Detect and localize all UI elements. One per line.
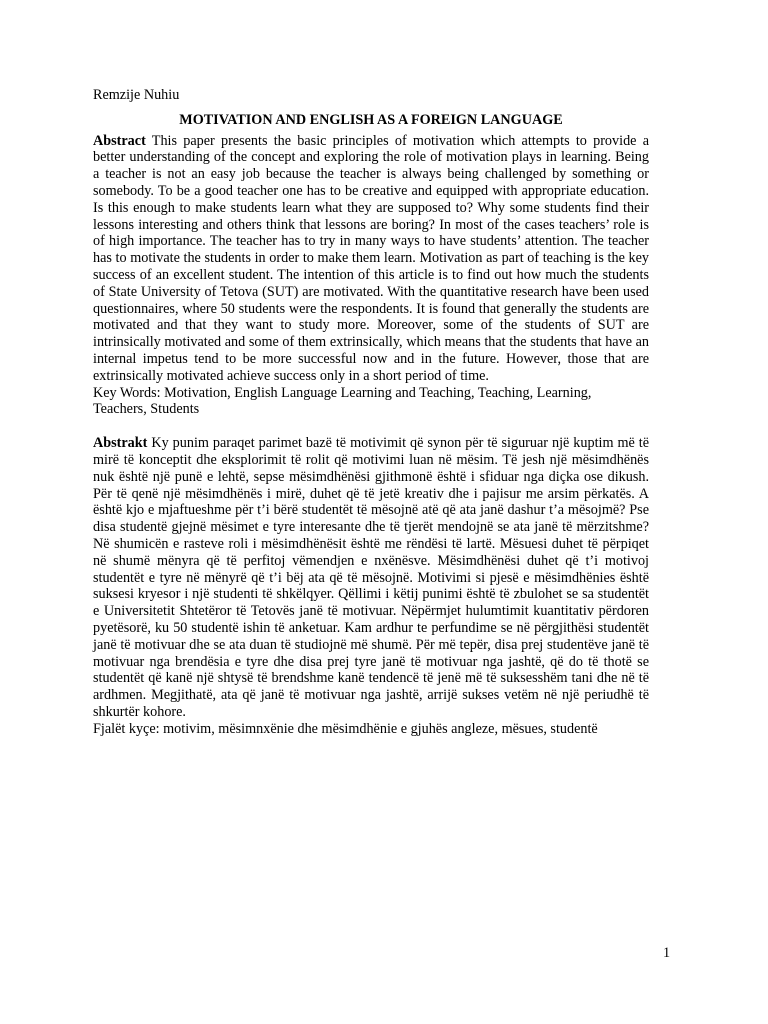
page-content xyxy=(93,87,649,737)
keywords-sq: Fjalët kyçe: motivim, mësimnxënie dhe mësimdhënie e gjuhës angleze, mësues, studentë xyxy=(93,720,598,737)
abstract-sq xyxy=(93,435,649,721)
abstract-sq-label: Abstrakt xyxy=(93,435,148,452)
keywords-en xyxy=(93,385,649,419)
section-gap xyxy=(93,418,649,435)
abstract-en xyxy=(93,133,649,385)
abstract-en-label: Abstract xyxy=(93,132,146,149)
abstract-sq-text: Ky punim paraqet parimet bazë të motivimit që synon për të siguruar një kuptim më të mirë të konceptit dhe eksplorimit të rolit që motivimi luan në mësim. Të jesh një mësimdhënës nuk është një punë e lehtë, sepse mësimdhënësi gjithmonë është i sfiduar nga diçka ose dikush. Për të qenë një mësimdhënës i mirë, duhet që të jetë kreativ dhe i pajisur me arsim përkatës. A është kjo e mjaftueshme për t’i bërë studentët të mësojnë atë që ata janë dashur t’a mësojmë? Pse disa studentë gjejnë mësimet e tyre interesante dhe të tjerët mendojnë se ata janë të mërzitshme? Në shumicën e rasteve roli i mësimdhënësit është me rëndësi të lartë. Mësuesi duhet të përpiqet në shumë mënyra që të perfitoj vëmendjen e nxënësve. Mësimdhënësi duhet që t’i motivoj studentët e tyre në mënyrë që t’i bëj ata që të mësojnë. Motivimi si pjesë e mësimdhënies është suksesi kryesor i një studenti të shkëlqyer. Qëllimi i këtij punimi është të zbulohet se sa studentët e Universitetit Shtetëror të Tetovës janë të motivuar. Nëpërmjet hulumtimit kuantitativ përdoren pyetësorë, ku 50 studentë ishin të anketuar. Kam ardhur te perfundime se në përgjithësi studentët janë të motivuar dhe se ata duan të studiojnë më shumë. Për më tepër, disa prej studentëve janë të motivuar nga brendësia e tyre dhe disa prej tyre janë të motivuar nga jashtë, që do të thotë se studentët që kanë një shtysë të brendshme kanë tendencë të jenë më të suksesshëm tani dhe në të ardhmen. Megjithatë, ata që janë të motivuar nga jashtë, arrijë sukses vetëm në një periudhë të shkurtër kohore. xyxy=(93,435,649,720)
paper-title: MOTIVATION AND ENGLISH AS A FOREIGN LANGUAGE xyxy=(179,111,563,128)
abstract-en-text: This paper presents the basic principles of motivation which attempts to provide a better understanding of the concept and exploring the role of motivation plays in learning. Being a teacher is not an easy job because the teacher is always being challenged by something or somebody. To be a good teacher one has to be creative and equipped with appropriate education. Is this enough to make students learn what they are supposed to? Why some students find their lessons interesting and others think that lessons are boring? In most of the cases teachers’ role is of high importance. The teacher has to try in many ways to have students’ attention. The teacher has to motivate the students in order to make them learn. Motivation as part of teaching is the key success of an excellent student. The intention of this article is to find out how much the students of State University of Tetova (SUT) are motivated. With the quantitative research have been used questionnaires, where 50 students were the respondents. It is found that generally the students are motivated and that they want to study more. Moreover, some of the students of SUT are intrinsically motivated and some of them extrinsically, which means that the students that have an internal impetus tend to be more successful now and in the future. However, those that are extrinsically motivated achieve success only in a short period of time. xyxy=(93,132,649,384)
keywords-en-line-2: Teachers, Students xyxy=(93,401,200,418)
keywords-en-line-1: Key Words: Motivation, English Language Learning and Teaching, Teaching, Learning, xyxy=(93,384,592,401)
page-number: 1 xyxy=(663,945,671,961)
author-name: Remzije Nuhiu xyxy=(93,87,180,103)
